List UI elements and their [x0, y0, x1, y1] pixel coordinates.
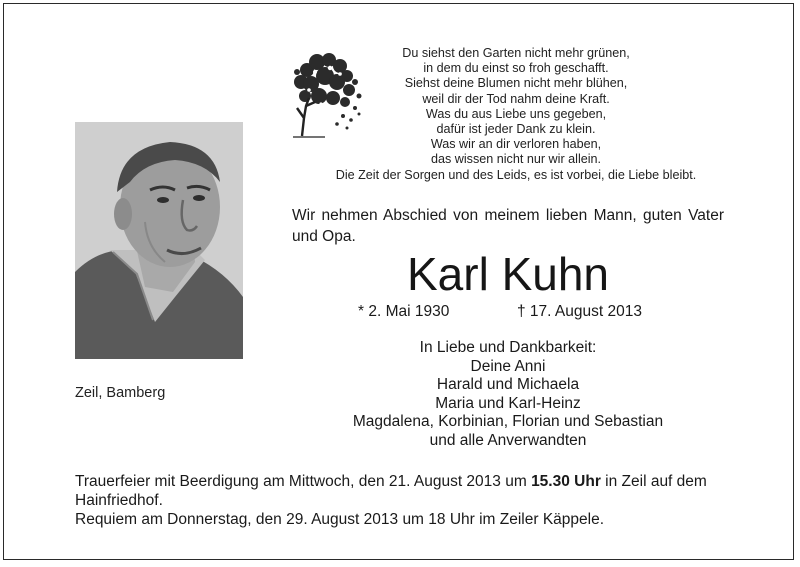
- funeral-text-part: Trauerfeier mit Beerdigung am Mittwoch, den 21. August 2013 um: [75, 473, 532, 490]
- poem-line: in dem du einst so froh geschafft.: [423, 61, 609, 76]
- poem: [306, 46, 726, 183]
- poem-line: das wissen nicht nur wir allein.: [430, 152, 602, 167]
- funeral-text-part: in Zeil auf dem Hainfriedhof.: [75, 473, 707, 509]
- requiem-text: Requiem am Donnerstag, den 29. August 2013 um 18 Uhr im Zeiler Käppele.: [75, 511, 605, 528]
- poem-line: dafür ist jeder Dank zu klein.: [436, 122, 596, 137]
- mourner-line: und alle Anverwandten: [429, 431, 587, 449]
- deceased-name: Karl Kuhn: [406, 248, 609, 300]
- mourner-line: Maria und Karl-Heinz: [435, 394, 581, 412]
- poem-line: Siehst deine Blumen nicht mehr blühen,: [404, 76, 628, 91]
- portrait-photo: [75, 122, 243, 359]
- poem-line: weil dir der Tod nahm deine Kraft.: [422, 91, 610, 106]
- mourner-line: Magdalena, Korbinian, Florian und Sebastian: [352, 413, 664, 431]
- poem-line: Was wir an dir verloren haben,: [430, 137, 602, 152]
- birth-date: * 2. Mai 1930: [358, 303, 450, 320]
- poem-line: Die Zeit der Sorgen und des Leids, es ist vorbei, die Liebe bleibt.: [335, 167, 697, 182]
- mourners-heading: In Liebe und Dankbarkeit:: [419, 339, 597, 356]
- funeral-time: 15.30 Uhr: [531, 473, 601, 490]
- intro-text: Wir nehmen Abschied von meinem lieben Mann, guten Vater und Opa.: [292, 207, 724, 245]
- funeral-service-text: [75, 472, 735, 510]
- ceremony-info: [75, 472, 735, 529]
- poem-line: Du siehst den Garten nicht mehr grünen,: [402, 46, 630, 60]
- mourners-list: [292, 339, 724, 451]
- poem-line: Was du aus Liebe uns gegeben,: [425, 106, 607, 121]
- death-date: † 17. August 2013: [517, 303, 642, 320]
- mourner-line: Harald und Michaela: [436, 376, 580, 394]
- residence-location: Zeil, Bamberg: [75, 385, 166, 401]
- mourner-line: Deine Anni: [470, 357, 546, 375]
